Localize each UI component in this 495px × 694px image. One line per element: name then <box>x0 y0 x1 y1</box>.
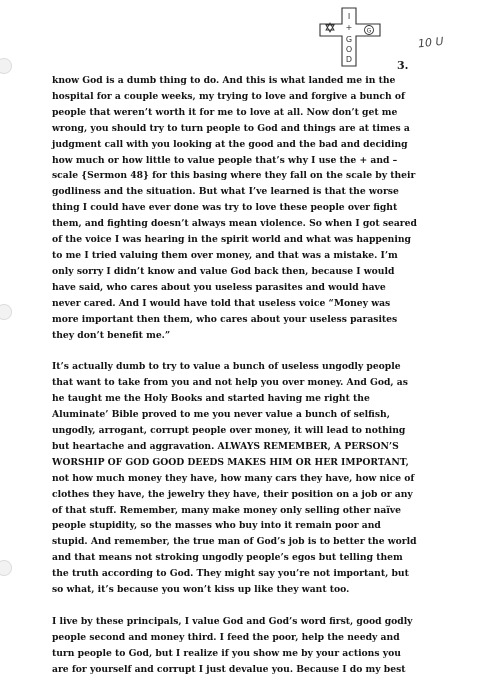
text-line: stupid. And remember, the true man of God’s job is to better the world <box>52 536 417 548</box>
page-number: 3. <box>397 59 409 72</box>
paragraph-3 <box>52 614 484 678</box>
text-line: more important then them, who cares about your useless parasites <box>52 313 398 325</box>
cross-letter: D <box>345 55 353 64</box>
text-line: Aluminate’ Bible proved to me you never value a bunch of selfish, <box>52 409 390 421</box>
paragraph-2 <box>52 359 484 598</box>
text-line: to me I tried valuing them over money, and that was a mistake. I’m <box>52 249 398 261</box>
text-line: never cared. And I would have told that useless voice “Money was <box>52 297 391 309</box>
text-line: judgment call with you looking at the good and the bad and deciding <box>52 138 408 150</box>
text-line: how much or how little to value people that’s why I use the + and – <box>52 154 398 166</box>
text-line: they don’t benefit me.” <box>52 329 171 341</box>
text-line: I live by these principals, I value God and God’s word first, good godly <box>52 616 413 627</box>
text-line: ungodly, arrogant, corrupt people over money, it will lead to nothing <box>52 425 406 437</box>
paragraph-1 <box>52 73 484 343</box>
text-line: clothes they have, the jewelry they have, their position on a job or any <box>52 488 413 500</box>
text-line: wrong, you should try to turn people to God and things are at times a <box>52 122 410 134</box>
text-line: only sorry I didn’t know and value God back then, because I would <box>52 265 395 277</box>
text-line: godliness and the situation. But what I’ve learned is that the worse <box>52 186 399 198</box>
punch-hole <box>0 560 12 576</box>
cross-letter: + <box>345 23 353 32</box>
cross-letter: O <box>345 45 353 54</box>
text-line: and that means not stroking ungodly people’s egos but telling them <box>52 552 403 564</box>
text-line: but heartache and aggravation. ALWAYS REMEMBER, A PERSON’S <box>52 440 399 452</box>
cross-letter: I <box>347 12 351 21</box>
text-line: have said, who cares about you useless parasites and would have <box>52 281 386 293</box>
text-line: scale {Sermon 48} for this basing where they fall on the scale by their <box>52 170 416 182</box>
text-line: the truth according to God. They might say you’re not important, but <box>52 568 409 580</box>
svg-text:G: G <box>366 27 372 35</box>
punch-hole <box>0 58 12 74</box>
text-line: WORSHIP OF GOD GOOD DEEDS MAKES HIM OR HER IMPORTANT, <box>52 456 409 468</box>
text-line: so what, it’s because you won’t kiss up like they want too. <box>52 584 350 596</box>
cross-letter: G <box>345 35 353 44</box>
text-line: are for yourself and corrupt I just devalue you. Because I do my best <box>52 663 406 675</box>
text-line: people second and money third. I feed the poor, help the needy and <box>52 631 400 643</box>
text-line: of the voice I was hearing in the spirit world and what was happening <box>52 234 411 246</box>
text-line: turn people to God, but I realize if you show me by your actions you <box>52 647 401 659</box>
handwritten-note: 10 U <box>417 34 445 51</box>
text-line: thing I could have ever done was try to love these people over fight <box>52 202 398 214</box>
circled-letter-icon <box>365 26 374 35</box>
text-line: people that weren’t worth it for me to love at all. Now don’t get me <box>52 106 398 118</box>
text-line: hospital for a couple weeks, my trying to love and forgive a bunch of <box>52 90 405 102</box>
text-line: of that stuff. Remember, many make money only selling other naïve <box>52 504 401 516</box>
text-line: not how much money they have, how many cars they have, how nice of <box>52 472 415 484</box>
text-line: people stupidity, so the masses who buy into it remain poor and <box>52 520 381 532</box>
text-line: It’s actually dumb to try to value a bunch of useless ungodly people <box>52 361 401 373</box>
text-line: he taught me the Holy Books and started having me right the <box>52 393 370 405</box>
text-line: know God is a dumb thing to do. And this is what landed me in the <box>52 75 396 86</box>
punch-hole <box>0 304 12 320</box>
body-text <box>52 73 484 694</box>
text-line: that want to take from you and not help you over money. And God, as <box>52 377 408 389</box>
text-line: them, and fighting doesn’t always mean violence. So when I got seared <box>52 218 417 230</box>
cross-drawing <box>316 6 396 68</box>
